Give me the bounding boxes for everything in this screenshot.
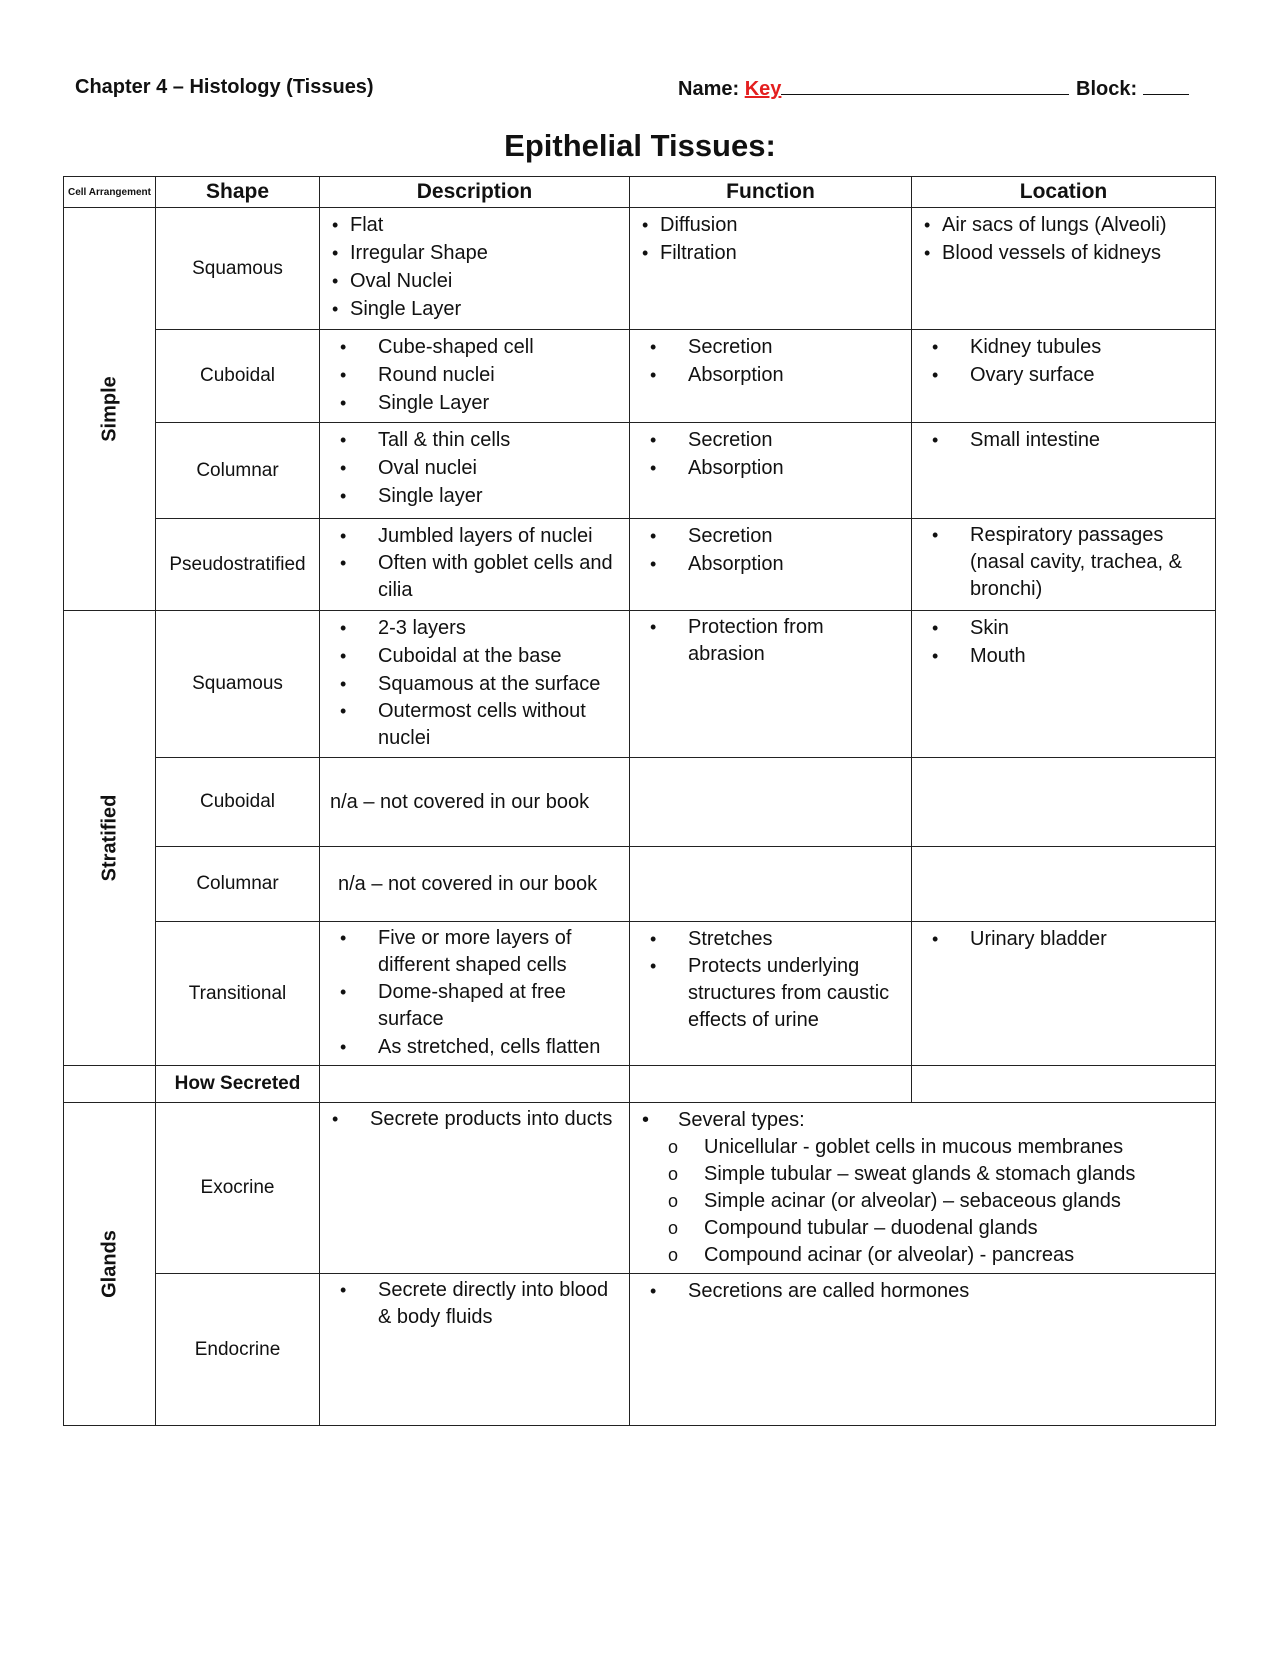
shape-cell: Endocrine	[156, 1274, 320, 1426]
list-item: • Round nuclei	[340, 364, 495, 386]
list-item: • Small intestine	[932, 429, 1101, 451]
empty-cell	[64, 1066, 156, 1103]
table-row	[64, 208, 1216, 330]
location-cell	[912, 758, 1216, 847]
description-cell	[320, 611, 630, 758]
list-item: • Urinary bladder	[932, 928, 1107, 950]
shape-cell: Transitional	[156, 922, 320, 1066]
table-row	[64, 847, 1216, 922]
list-item: • Secretion	[650, 429, 773, 451]
description-cell	[320, 330, 630, 423]
list-item: • Cube-shaped cell	[340, 336, 534, 358]
shape-cell: Cuboidal	[156, 330, 320, 423]
list-item: • Secrete products into ducts	[332, 1108, 613, 1130]
list-item: • Absorption	[650, 457, 784, 479]
function-cell	[630, 758, 912, 847]
table-row	[64, 1103, 1216, 1274]
list-item: • Skin	[932, 617, 1009, 639]
shape-cell: Columnar	[156, 423, 320, 519]
list-item: o Compound acinar (or alveolar) - pancreas	[668, 1244, 1075, 1266]
function-cell	[630, 208, 912, 330]
list-item: • Absorption	[650, 364, 784, 386]
list-item: • Outermost cells without nuclei	[340, 700, 586, 749]
table-row	[64, 330, 1216, 423]
description-cell	[320, 1103, 630, 1274]
list-item: • Oval nuclei	[340, 457, 477, 479]
name-field	[678, 76, 1069, 101]
shape-cell: Squamous	[156, 208, 320, 330]
block-blank-line	[1143, 76, 1189, 95]
list-item: o Simple acinar (or alveolar) – sebaceous glands	[668, 1190, 1121, 1212]
chapter-heading: Chapter 4 – Histology (Tissues)	[75, 76, 374, 98]
table-row	[64, 922, 1216, 1066]
list-item: • Several types:	[642, 1109, 805, 1131]
list-item: • Absorption	[650, 553, 784, 575]
shape-cell: Columnar	[156, 847, 320, 922]
location-cell	[912, 847, 1216, 922]
location-cell	[912, 208, 1216, 330]
function-cell	[630, 611, 912, 758]
epithelial-tissue-table	[63, 176, 1216, 1426]
list-item: • Blood vessels of kidneys	[924, 242, 1162, 264]
name-label: Name:	[678, 78, 740, 100]
table-row	[64, 1274, 1216, 1426]
list-item: • Single Layer	[340, 392, 490, 414]
description-cell	[320, 1274, 630, 1426]
description-cell	[320, 519, 630, 611]
list-item: • Single Layer	[332, 298, 462, 320]
list-item: • Secretion	[650, 336, 773, 358]
function-cell	[630, 330, 912, 423]
list-item: • 2-3 layers	[340, 617, 466, 639]
name-blank-line	[781, 76, 1069, 95]
shape-cell: Squamous	[156, 611, 320, 758]
shape-cell: Pseudostratified	[156, 519, 320, 611]
list-item: • Filtration	[642, 242, 737, 264]
how-secreted-header: How Secreted	[156, 1066, 320, 1103]
list-item: • Often with goblet cells and cilia	[340, 552, 613, 601]
list-item: • Protects underlying structures from caustic effects of urine	[650, 955, 890, 1031]
list-item: • Kidney tubules	[932, 336, 1102, 358]
list-item: • Protection from abrasion	[650, 616, 824, 665]
group-simple: Simple	[64, 208, 156, 611]
list-item: • Irregular Shape	[332, 242, 488, 264]
col-header-shape: Shape	[156, 177, 320, 208]
gland-types-cell	[630, 1103, 1216, 1274]
list-item: • Mouth	[932, 645, 1026, 667]
col-header-cell-arrangement: Cell Arrangement	[64, 177, 156, 208]
list-item: • Oval Nuclei	[332, 270, 453, 292]
list-item: • Flat	[332, 214, 384, 236]
table-row	[64, 758, 1216, 847]
empty-cell	[320, 1066, 630, 1103]
location-cell	[912, 423, 1216, 519]
col-header-description: Description	[320, 177, 630, 208]
list-item: • Stretches	[650, 928, 773, 950]
table-header-row	[64, 177, 1216, 208]
list-item: o Compound tubular – duodenal glands	[668, 1217, 1038, 1239]
list-item: • Single layer	[340, 485, 483, 507]
list-item: o Simple tubular – sweat glands & stomach glands	[668, 1163, 1136, 1185]
table-row	[64, 1066, 1216, 1103]
function-cell	[630, 922, 912, 1066]
description-cell	[320, 922, 630, 1066]
description-cell	[320, 208, 630, 330]
function-cell	[630, 847, 912, 922]
list-item: • Jumbled layers of nuclei	[340, 525, 593, 547]
table-row	[64, 611, 1216, 758]
description-cell: n/a – not covered in our book	[320, 847, 630, 922]
description-cell	[320, 423, 630, 519]
empty-cell	[630, 1066, 912, 1103]
function-cell	[630, 1274, 1216, 1426]
name-value: Key	[744, 78, 782, 100]
list-item: • Air sacs of lungs (Alveoli)	[924, 214, 1167, 236]
list-item: o Unicellular - goblet cells in mucous membranes	[668, 1136, 1124, 1158]
list-item: • Respiratory passages (nasal cavity, trachea, & bronchi)	[932, 524, 1182, 600]
list-item: • Tall & thin cells	[340, 429, 511, 451]
list-item: • Cuboidal at the base	[340, 645, 562, 667]
list-item: • Squamous at the surface	[340, 673, 601, 695]
shape-cell: Exocrine	[156, 1103, 320, 1274]
page-title: Epithelial Tissues:	[504, 128, 776, 163]
list-item: • Secretions are called hormones	[650, 1280, 970, 1302]
location-cell	[912, 922, 1216, 1066]
group-stratified: Stratified	[64, 611, 156, 1066]
list-item: • Secrete directly into blood & body fluids	[340, 1279, 609, 1328]
empty-cell	[912, 1066, 1216, 1103]
location-cell	[912, 330, 1216, 423]
list-item: • As stretched, cells flatten	[340, 1036, 601, 1058]
location-cell	[912, 611, 1216, 758]
description-cell: n/a – not covered in our book	[320, 758, 630, 847]
list-item: • Five or more layers of different shaped cells	[340, 927, 572, 976]
col-header-location: Location	[912, 177, 1216, 208]
table-row	[64, 423, 1216, 519]
shape-cell: Cuboidal	[156, 758, 320, 847]
list-item: • Ovary surface	[932, 364, 1095, 386]
list-item: • Secretion	[650, 525, 773, 547]
col-header-function: Function	[630, 177, 912, 208]
table-row	[64, 519, 1216, 611]
list-item: • Diffusion	[642, 214, 738, 236]
group-glands: Glands	[64, 1103, 156, 1426]
location-cell	[912, 519, 1216, 611]
list-item: • Dome-shaped at free surface	[340, 981, 566, 1030]
function-cell	[630, 423, 912, 519]
block-field	[1076, 76, 1189, 101]
block-label: Block:	[1076, 78, 1138, 100]
function-cell	[630, 519, 912, 611]
